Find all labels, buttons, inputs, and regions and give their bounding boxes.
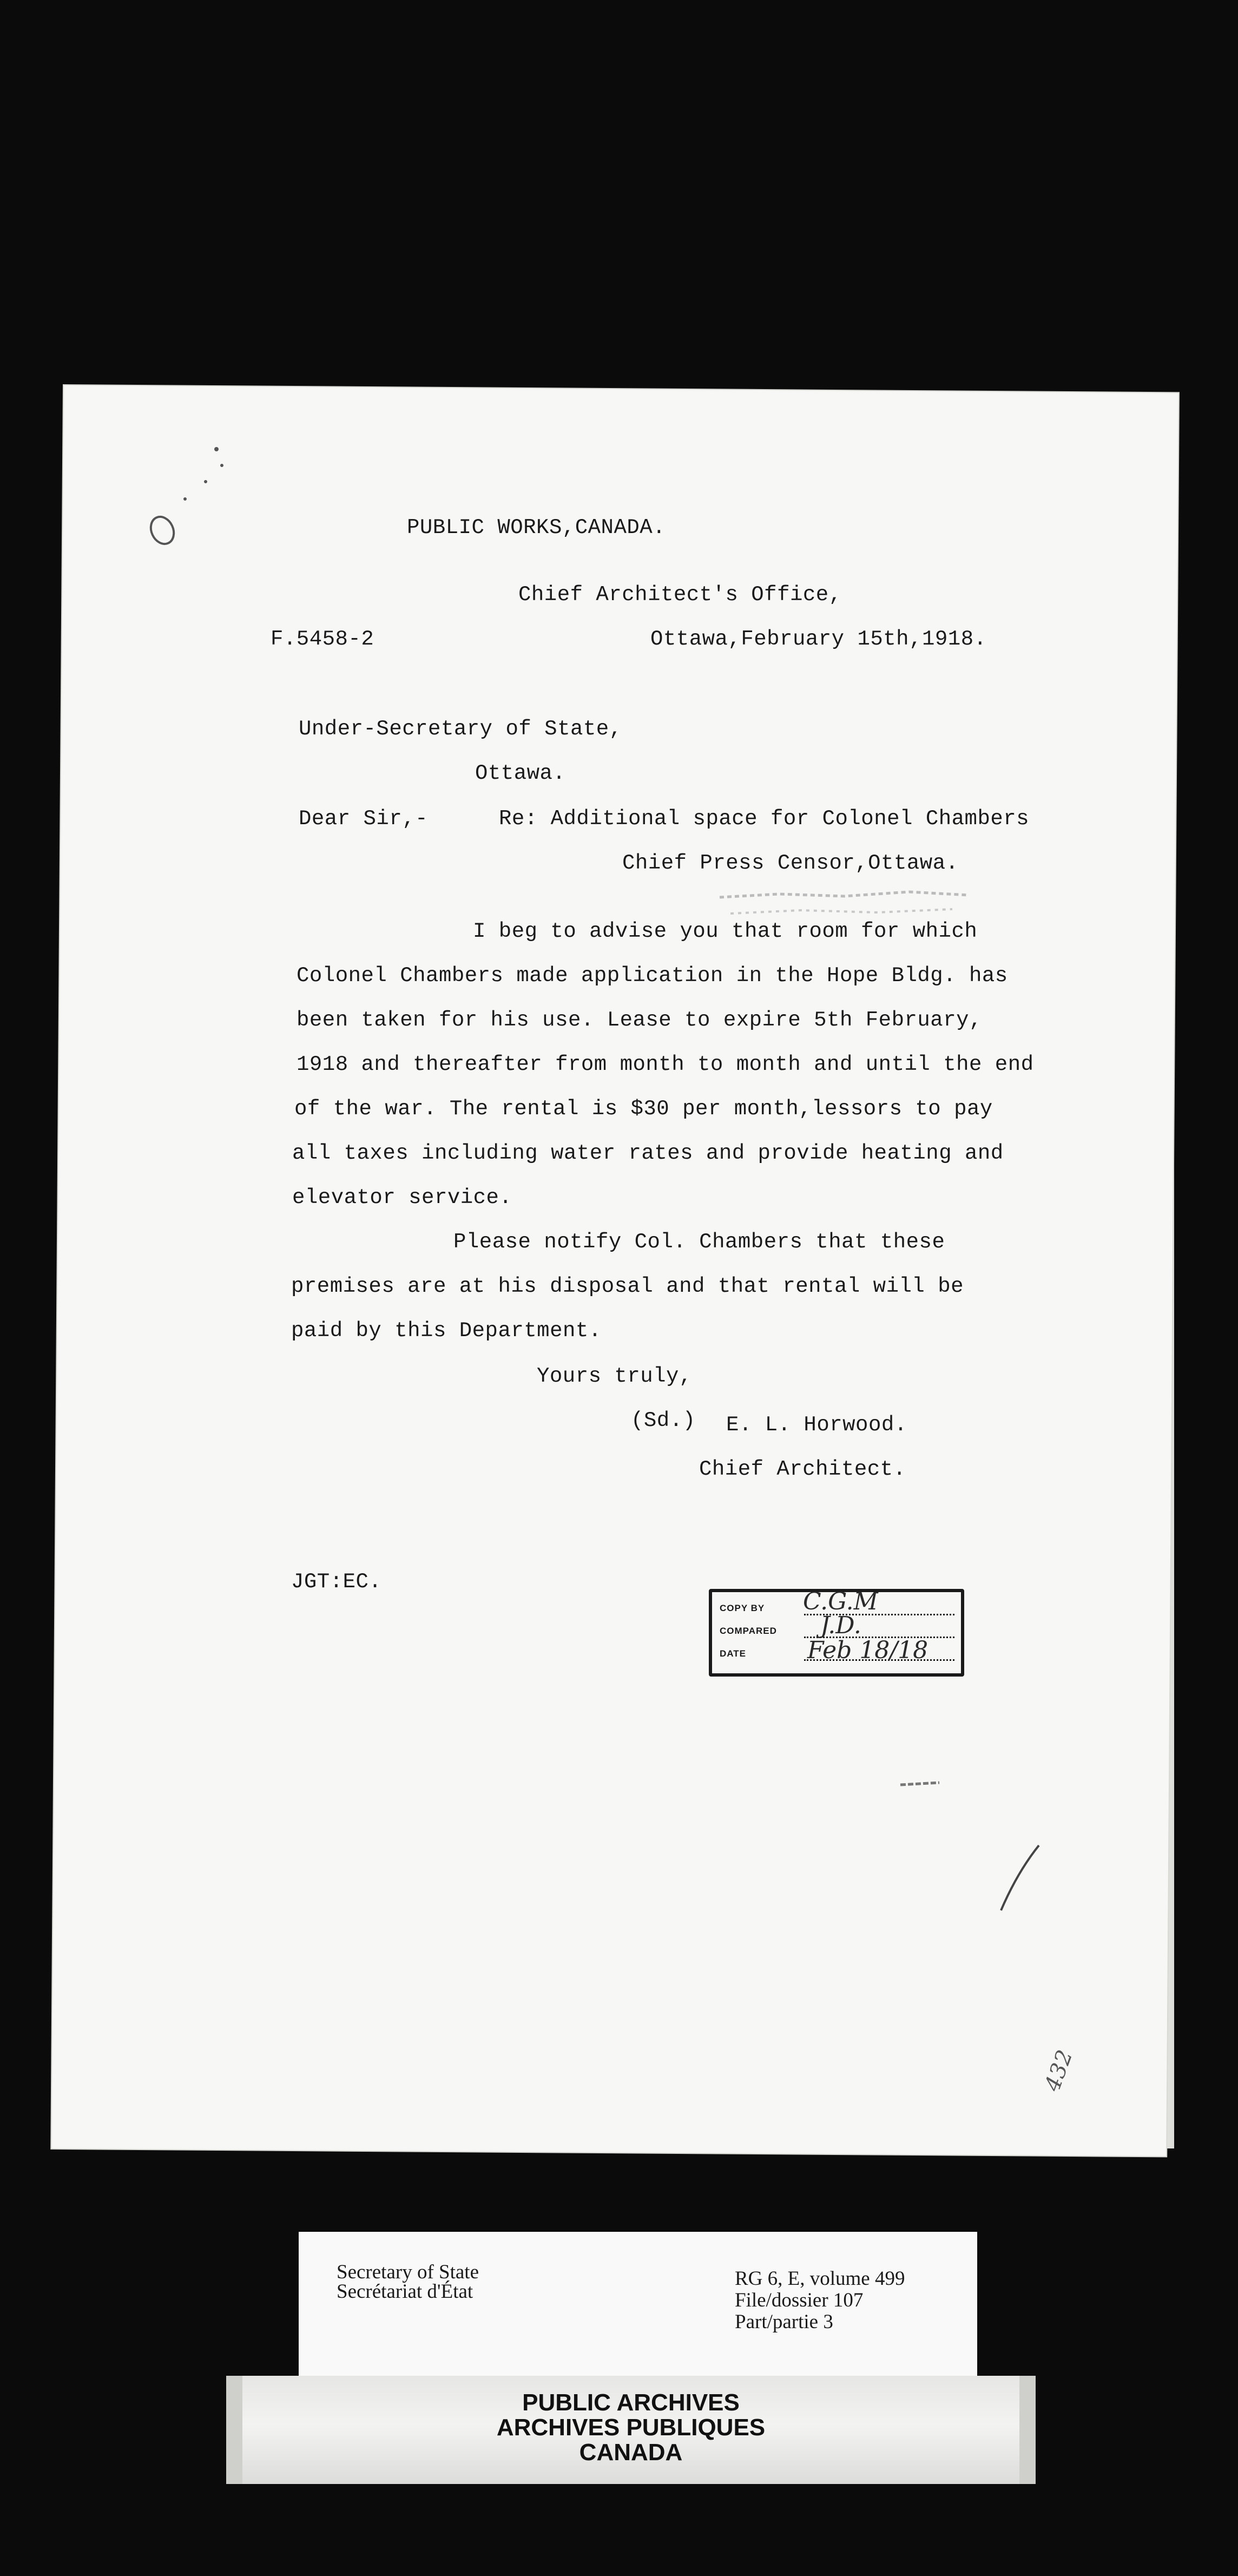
stamp-label-date: DATE <box>720 1648 747 1659</box>
stamp-copy-initials: C.G.M <box>803 1588 878 1615</box>
faint-marking-icon <box>714 886 974 924</box>
pencil-mark-icon <box>141 433 238 552</box>
body-paragraph-1-line-7: elevator service. <box>292 1186 512 1210</box>
body-paragraph-1-line-5: of the war. The rental is $30 per month,lessors to pay <box>294 1097 993 1121</box>
office-heading: Chief Architect's Office, <box>518 583 842 607</box>
institution-country: CANADA <box>579 2439 683 2466</box>
body-paragraph-1-line-3: been taken for his use. Lease to expire 5th February, <box>297 1008 982 1032</box>
subject-line-1: Re: Additional space for Colonel Chambers <box>499 807 1030 831</box>
signatory-title: Chief Architect. <box>699 1457 906 1481</box>
stamp-label-copy: COPY BY <box>720 1603 765 1613</box>
stamp-label-compared: COMPARED <box>720 1626 777 1636</box>
body-paragraph-2-line-2: premises are at his disposal and that rental will be <box>291 1274 964 1298</box>
copy-stamp <box>709 1589 964 1677</box>
closing: Yours truly, <box>537 1364 692 1388</box>
dash-mark-icon <box>898 1778 941 1789</box>
institution-french: ARCHIVES PUBLIQUES <box>496 2414 766 2441</box>
pencil-stroke-icon <box>985 1840 1050 1916</box>
signatory-name: E. L. Horwood. <box>726 1413 907 1437</box>
stamp-date-value: Feb 18/18 <box>807 1637 928 1664</box>
archive-file: File/dossier 107 <box>735 2289 864 2311</box>
institution-english: PUBLIC ARCHIVES <box>522 2389 740 2416</box>
body-paragraph-2-line-1: Please notify Col. Chambers that these <box>453 1230 945 1254</box>
fonds-english: Secretary of State <box>337 2261 479 2283</box>
file-number: F.5458-2 <box>271 627 374 651</box>
recipient-title: Under-Secretary of State, <box>299 717 622 741</box>
body-paragraph-1-line-6: all taxes including water rates and provide heating and <box>292 1141 1004 1165</box>
body-paragraph-1-line-1: I beg to advise you that room for which <box>473 919 978 943</box>
place-date: Ottawa,February 15th,1918. <box>650 627 987 651</box>
body-paragraph-2-line-3: paid by this Department. <box>291 1319 602 1343</box>
reference-initials: JGT:EC. <box>291 1570 382 1594</box>
fonds-french: Secrétariat d'État <box>337 2281 473 2303</box>
archive-part: Part/partie 3 <box>735 2311 833 2333</box>
margin-page-number: 432 <box>1040 2046 1078 2095</box>
department-heading: PUBLIC WORKS,CANADA. <box>407 516 666 540</box>
body-paragraph-1-line-2: Colonel Chambers made application in the Hope Bldg. has <box>297 964 1008 988</box>
salutation: Dear Sir,- <box>299 807 429 831</box>
body-paragraph-1-line-4: 1918 and thereafter from month to month and until the end <box>297 1053 1034 1076</box>
stamp-compared-initials: J.D. <box>820 1612 861 1639</box>
signed-marker: (Sd.) <box>631 1409 696 1432</box>
recipient-city: Ottawa. <box>475 761 566 785</box>
archive-reference: RG 6, E, volume 499 <box>735 2268 905 2290</box>
subject-line-2: Chief Press Censor,Ottawa. <box>622 851 959 875</box>
